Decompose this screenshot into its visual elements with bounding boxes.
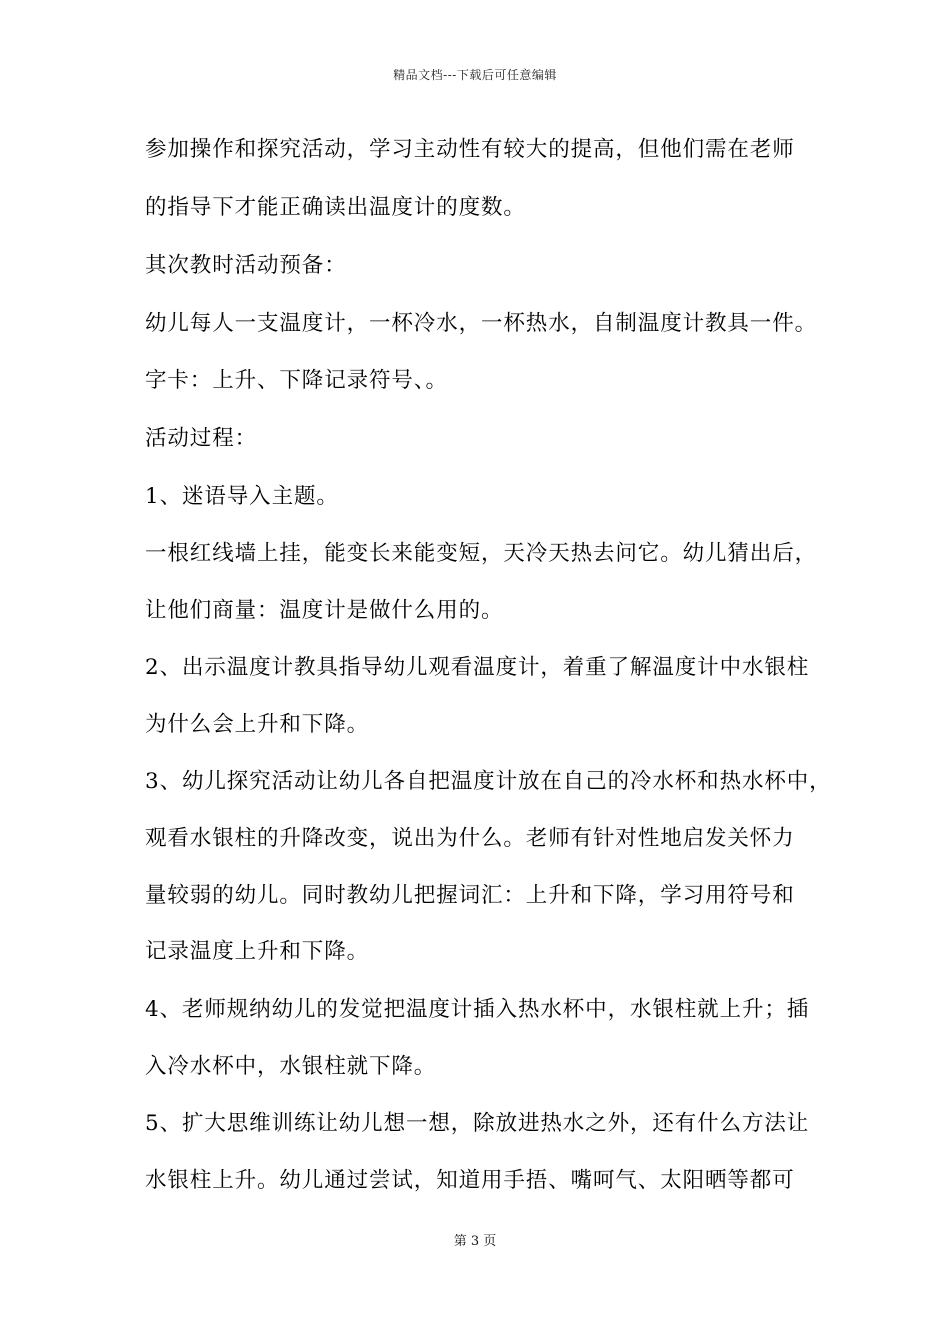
paragraph-line: 记录温度上升和下降。 <box>145 939 370 964</box>
paragraph-line: 幼儿每人一支温度计，一杯冷水，一杯热水，自制温度计教具一件。 <box>145 311 818 336</box>
paragraph-line: 量较弱的幼儿。同时教幼儿把握词汇：上升和下降，学习用符号和 <box>145 883 795 908</box>
paragraph-line: 让他们商量：温度计是做什么用的。 <box>145 598 504 623</box>
paragraph-line: 5、扩大思维训练让幼儿想一想，除放进热水之外，还有什么方法让 <box>145 1111 810 1136</box>
paragraph-line: 的指导下才能正确读出温度计的度数。 <box>145 195 526 220</box>
page-number: 第 3 页 <box>453 1234 497 1249</box>
paragraph-line: 观看水银柱的升降改变，说出为什么。老师有针对性地启发关怀力 <box>145 826 795 851</box>
paragraph-line: 3、幼儿探究活动让幼儿各自把温度计放在自己的冷水杯和热水杯中， <box>145 769 832 794</box>
paragraph-line: 活动过程： <box>145 426 258 451</box>
paragraph-line: 1、迷语导入主题。 <box>145 484 339 509</box>
paragraph-line: 其次教时活动预备： <box>145 253 347 278</box>
paragraph-line: 字卡：上升、下降记录符号、。 <box>145 368 448 393</box>
paragraph-line: 2、出示温度计教具指导幼儿观看温度计，着重了解温度计中水银柱 <box>145 655 810 680</box>
page-header: 精品文档---下载后可任意编辑 <box>393 68 557 82</box>
paragraph-line: 为什么会上升和下降。 <box>145 712 370 737</box>
paragraph-line: 参加操作和探究活动，学习主动性有较大的提高，但他们需在老师 <box>145 137 795 162</box>
paragraph-line: 水银柱上升。幼儿通过尝试，知道用手捂、嘴呵气、太阳晒等都可 <box>145 1168 795 1193</box>
paragraph-line: 入冷水杯中，水银柱就下降。 <box>145 1054 437 1079</box>
paragraph-line: 4、老师规纳幼儿的发觉把温度计插入热水杯中，水银柱就上升；插 <box>145 997 810 1022</box>
paragraph-line: 一根红线墙上挂，能变长来能变短，天冷天热去问它。幼儿猜出后， <box>145 541 818 566</box>
